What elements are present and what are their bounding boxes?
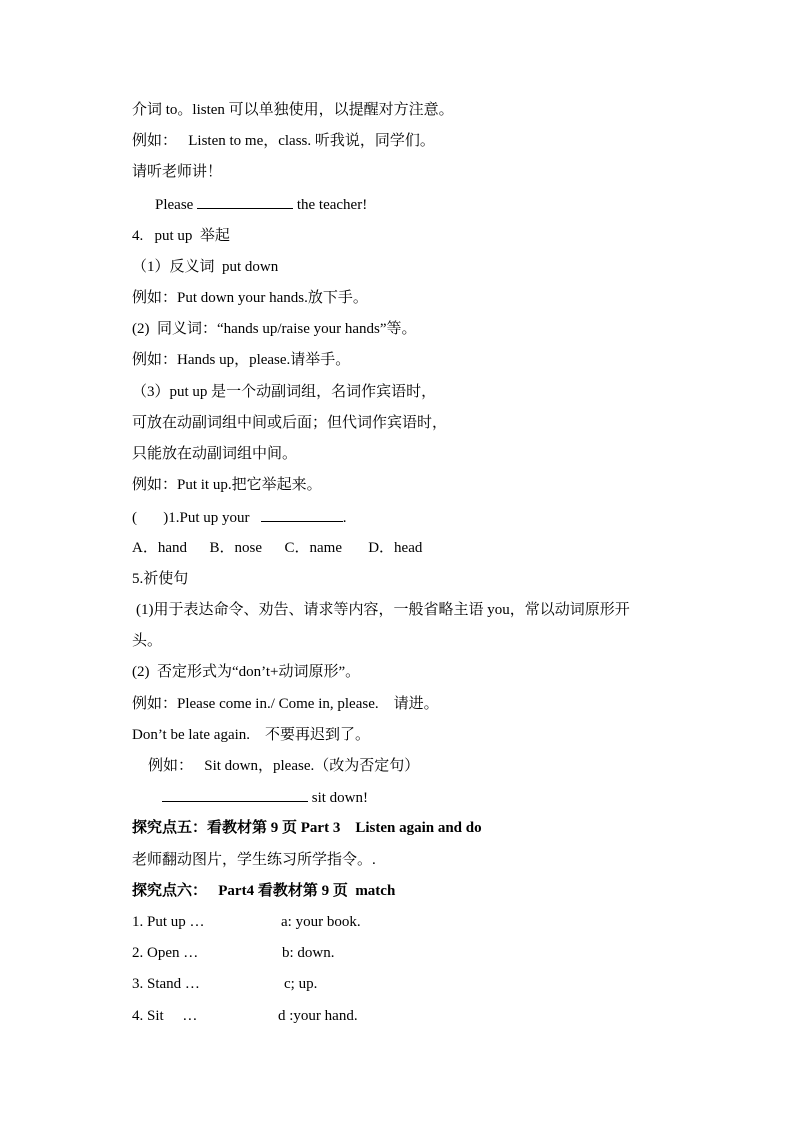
text-line: （3）put up 是一个动副词组，名词作宾语时， bbox=[132, 384, 437, 400]
match-right: b: down. bbox=[282, 945, 335, 961]
answer-blank[interactable] bbox=[162, 787, 308, 802]
text-line: 介词 to。listen 可以单独使用，以提醒对方注意。 bbox=[132, 102, 454, 118]
answer-blank[interactable] bbox=[197, 194, 293, 209]
match-right: d :your hand. bbox=[278, 1008, 358, 1024]
answer-blank[interactable] bbox=[261, 507, 343, 522]
match-left: 1. Put up … bbox=[132, 914, 205, 930]
text-segment: ( )1.Put up your bbox=[132, 510, 261, 526]
section-heading: 探究点六： Part4 看教材第 9 页 match bbox=[132, 883, 396, 899]
question-line bbox=[132, 507, 347, 528]
text-line: 例如：Please come in./ Come in, please. 请进。 bbox=[132, 696, 439, 712]
options-line: A．hand B．nose C．name D．head bbox=[132, 540, 423, 556]
text-line: 可放在动副词组中间或后面；但代词作宾语时， bbox=[132, 415, 448, 431]
section-heading: 探究点五：看教材第 9 页 Part 3 Listen again and do bbox=[132, 820, 482, 836]
match-right: c; up. bbox=[284, 976, 318, 992]
text-line: 例如：Put down your hands.放下手。 bbox=[132, 290, 368, 306]
text-line: 请听老师讲！ bbox=[132, 164, 223, 180]
text-line: 老师翻动图片，学生练习所学指令。. bbox=[132, 852, 376, 868]
text-line: （1）反义词 put down bbox=[132, 259, 279, 275]
text-line: 例如：Hands up，please.请举手。 bbox=[132, 352, 351, 368]
text-line: 头。 bbox=[132, 633, 163, 649]
text-segment: . bbox=[342, 510, 347, 526]
match-left: 3. Stand … bbox=[132, 976, 200, 992]
match-right: a: your book. bbox=[281, 914, 361, 930]
text-segment: the teacher! bbox=[293, 197, 368, 213]
text-line: 例如： Sit down，please.（改为否定句） bbox=[148, 758, 420, 774]
match-left: 4. Sit … bbox=[132, 1008, 198, 1024]
text-segment: sit down! bbox=[308, 790, 368, 806]
text-line: (2) 同义词：“hands up/raise your hands”等。 bbox=[132, 321, 417, 337]
text-line: (2) 否定形式为“don’t+动词原形”。 bbox=[132, 664, 361, 680]
text-line: 4. put up 举起 bbox=[132, 228, 230, 244]
match-left: 2. Open … bbox=[132, 945, 199, 961]
text-line: (1)用于表达命令、劝告、请求等内容，一般省略主语 you，常以动词原形开 bbox=[136, 602, 630, 618]
text-segment: Please bbox=[155, 197, 198, 213]
text-line: Don’t be late again. 不要再迟到了。 bbox=[132, 727, 371, 743]
fill-blank-line bbox=[162, 787, 368, 808]
text-line: 5.祈使句 bbox=[132, 571, 189, 587]
fill-blank-line bbox=[155, 194, 367, 215]
text-line: 只能放在动副词组中间。 bbox=[132, 446, 298, 462]
text-line: 例如：Put it up.把它举起来。 bbox=[132, 477, 322, 493]
text-line: 例如： Listen to me，class. 听我说，同学们。 bbox=[132, 133, 435, 149]
